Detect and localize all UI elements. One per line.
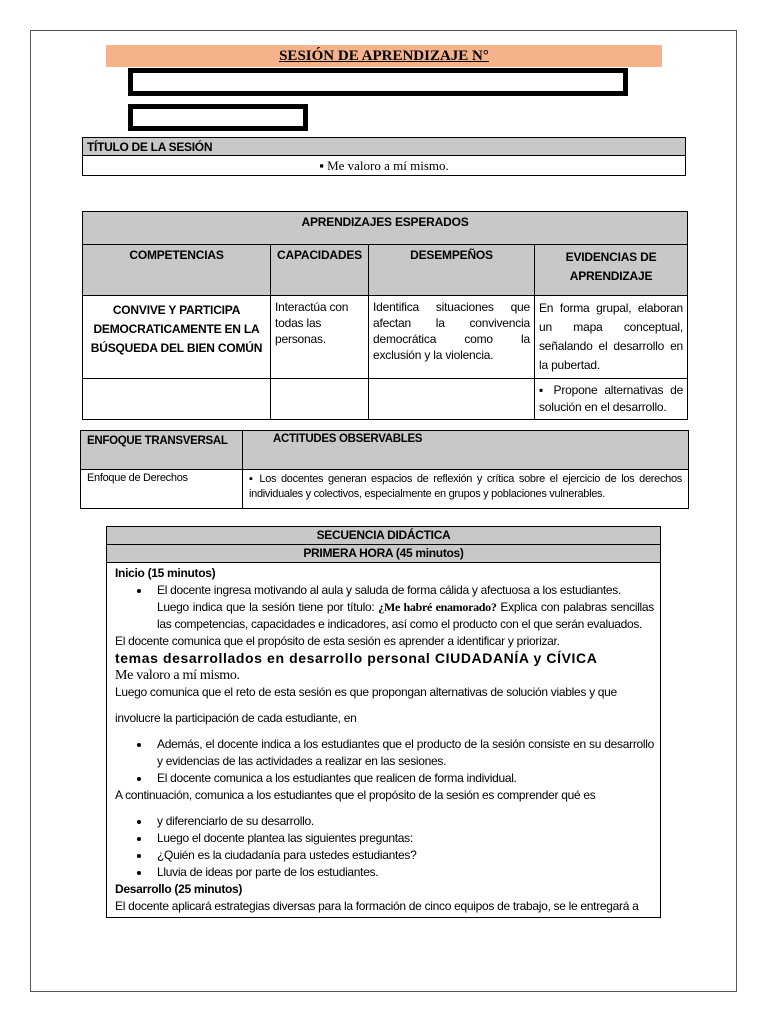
session-title-value: ▪ Me valoro a mí mismo.	[83, 156, 686, 176]
text-line: involucre la participación de cada estudiante, en	[115, 711, 357, 725]
list-item: • El docente comunica a los estudiantes que realicen de forma individual.	[151, 770, 654, 787]
product-list	[115, 736, 654, 787]
evidencia-2-cell: ▪ Propone alternativas de solución en el desarrollo.	[535, 379, 688, 420]
actitudes-header: ACTITUDES OBSERVABLES	[243, 431, 689, 470]
page-title: SESIÓN DE APRENDIZAJE N°	[279, 48, 489, 64]
learning-heading: APRENDIZAJES ESPERADOS	[83, 212, 688, 245]
empty-cell	[369, 379, 535, 420]
enfoque-table	[80, 430, 689, 509]
enfoque-header: ENFOQUE TRANSVERSAL	[81, 431, 243, 470]
sequence-heading: SECUENCIA DIDÁCTICA	[107, 527, 660, 545]
list-item: • Luego el docente plantea las siguientes preguntas:	[151, 830, 654, 847]
empty-cell	[271, 379, 369, 420]
col-desempenos: DESEMPEÑOS	[369, 245, 535, 296]
list-item: • y diferenciarlo de su desarrollo.	[151, 813, 654, 830]
desarrollo-heading: Desarrollo (25 minutos)	[115, 882, 243, 896]
text-line: Luego comunica que el reto de esta sesión es que propongan alternativas de solución viables y que	[115, 685, 617, 699]
competencia-cell: CONVIVE Y PARTICIPA DEMOCRATICAMENTE EN LA BÚSQUEDA DEL BIEN COMÚN	[83, 296, 271, 379]
inicio-continuation: Luego indica que la sesión tiene por título: ¿Me habré enamorado? Explica con palabras sencillas las competencias, capacidades e indicadores, así como el producto con el que serán evaluados.	[157, 600, 654, 631]
empty-cell	[83, 379, 271, 420]
sequence-box	[106, 526, 661, 918]
sequence-subheading: PRIMERA HORA (45 minutos)	[107, 545, 660, 563]
learning-table	[82, 211, 688, 420]
text-line: A continuación, comunica a los estudiantes que el propósito de la sesión es comprender qué es	[115, 788, 596, 802]
evidencia-cell: En forma grupal, elaboran un mapa conceptual, señalando el desarrollo en la pubertad.	[535, 296, 688, 379]
text-line: Me valoro a mí mismo.	[115, 668, 240, 683]
text-line: temas desarrollados en desarrollo personal CIUDADANÍA y CÍVICA	[115, 650, 598, 666]
inicio-list	[115, 582, 654, 599]
inicio-heading: Inicio (15 minutos)	[115, 566, 216, 580]
sequence-body	[107, 563, 660, 917]
list-item: • ¿Quién es la ciudadanía para ustedes estudiantes?	[151, 847, 654, 864]
list-item: • Lluvia de ideas por parte de los estudiantes.	[151, 864, 654, 881]
list-item: • Además, el docente indica a los estudiantes que el producto de la sesión consiste en su desarrollo y evidencias de las actividades a realizar en las sesiones.	[151, 736, 654, 770]
session-question: ¿Me habré enamorado?	[378, 600, 497, 614]
col-competencias: COMPETENCIAS	[83, 245, 271, 296]
session-title-table	[82, 137, 686, 176]
col-evidencias: EVIDENCIAS DE APRENDIZAJE	[535, 245, 688, 296]
text-line: El docente comunica que el propósito de esta sesión es aprender a identificar y priorizar.	[115, 634, 560, 648]
capacidad-cell: Interactúa con todas las personas.	[271, 296, 369, 379]
desempeno-cell: Identifica situaciones que afectan la convivencia democrática como la exclusión y la violencia.	[369, 296, 535, 379]
enfoque-text: ▪ Los docentes generan espacios de reflexión y crítica sobre el ejercicio de los derechos individuales y colectivos, especialmente en grupos y poblaciones vulnerables.	[243, 470, 689, 509]
list-item: • El docente ingresa motivando al aula y saluda de forma cálida y afectuosa a los estudiantes.	[151, 582, 654, 599]
enfoque-label: Enfoque de Derechos	[81, 470, 243, 509]
text-line: El docente aplicará estrategias diversas para la formación de cinco equipos de trabajo, se le entregará a	[115, 899, 639, 913]
redacted-box	[128, 68, 628, 96]
session-title-label: TÍTULO DE LA SESIÓN	[83, 138, 686, 156]
col-capacidades: CAPACIDADES	[271, 245, 369, 296]
questions-list	[115, 813, 654, 881]
redacted-box	[128, 104, 308, 131]
